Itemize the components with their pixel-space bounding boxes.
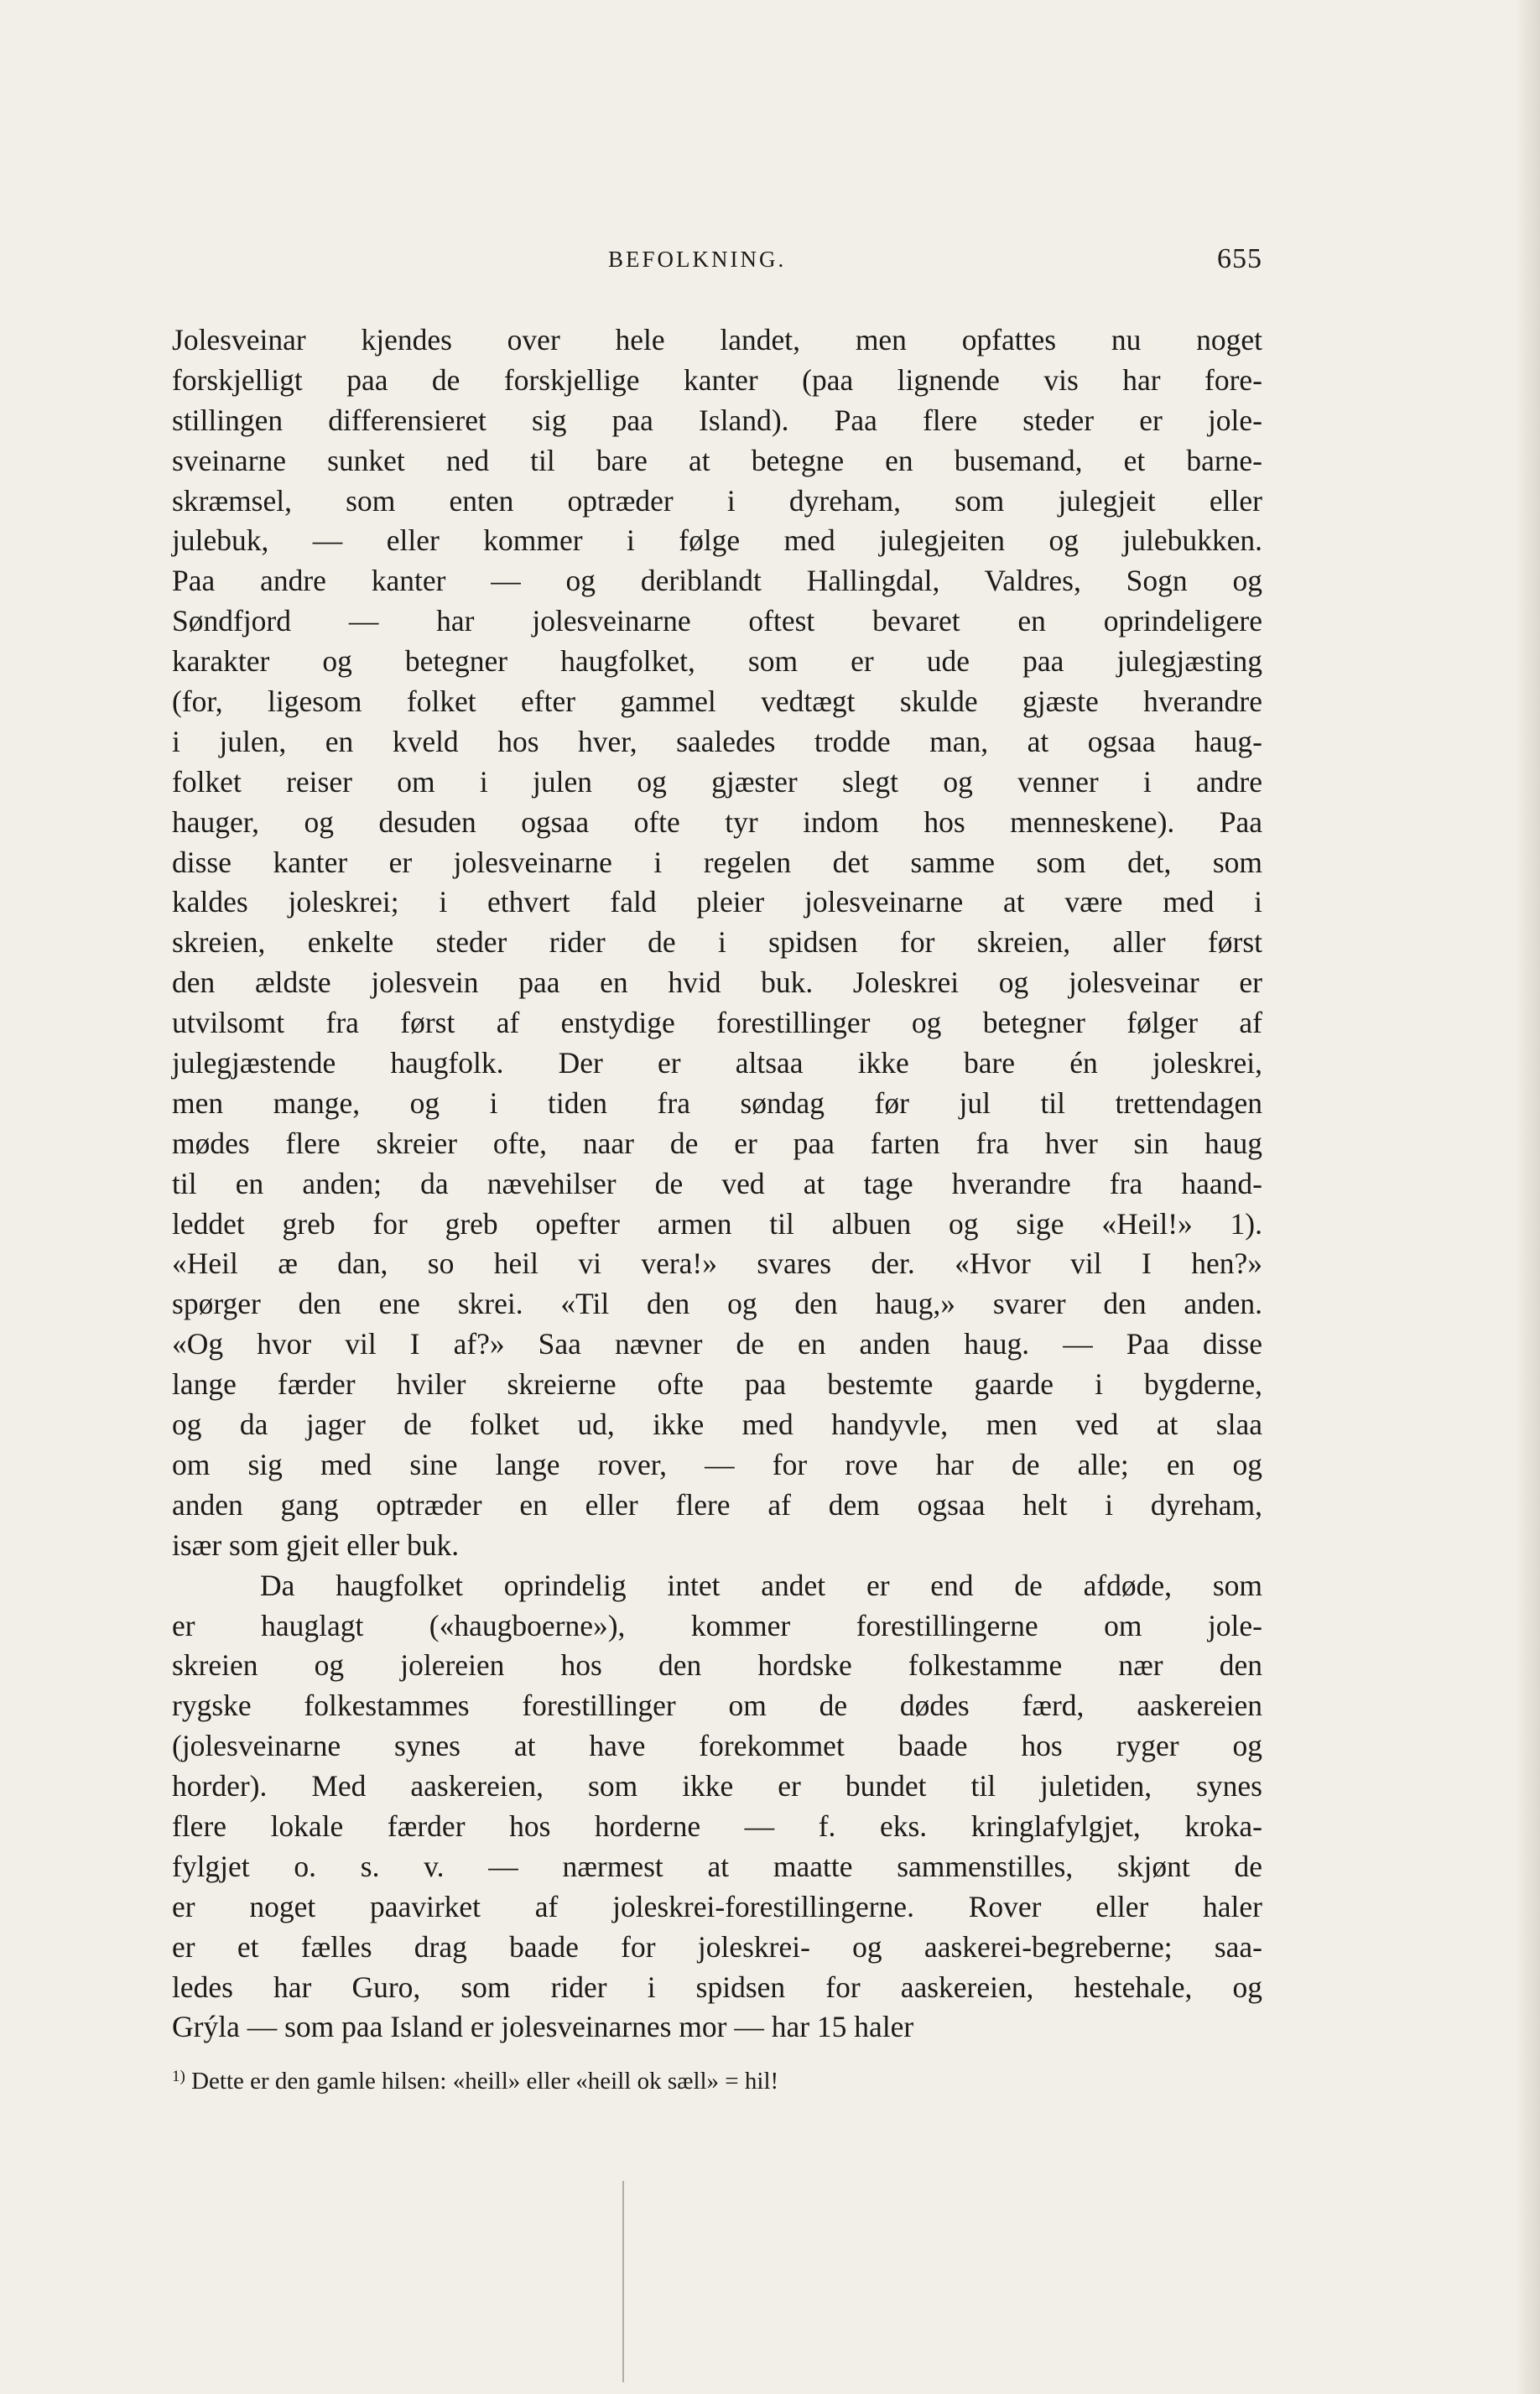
text-line: Paa andre kanter — og deriblandt Hallingdal, Valdres, Sogn og bbox=[172, 564, 1262, 598]
text-line: rygske folkestammes forestillinger om de dødes færd, aaskereien bbox=[172, 1689, 1262, 1723]
text-line: men mange, og i tiden fra søndag før jul til trettendagen bbox=[172, 1085, 1262, 1120]
text-line: utvilsomt fra først af enstydige forestillinger og betegner følger af bbox=[172, 1006, 1262, 1040]
text-line: karakter og betegner haugfolket, som er ude paa julegjæsting bbox=[172, 644, 1262, 679]
text-line: kaldes joleskrei; i ethvert fald pleier jolesveinarne at være med i bbox=[172, 885, 1262, 919]
text-line: flere lokale færder hos horderne — f. eks. kringlafylgjet, kroka- bbox=[172, 1809, 1262, 1843]
text-line: Da haugfolket oprindelig intet andet er end de afdøde, som bbox=[260, 1568, 1262, 1602]
page-edge-shadow bbox=[1515, 0, 1540, 2394]
text-line: «Og hvor vil I af?» Saa nævner de en anden haug. — Paa disse bbox=[172, 1327, 1262, 1361]
text-line: ledes har Guro, som rider i spidsen for aaskereien, hestehale, og bbox=[172, 1970, 1262, 2004]
text-line: til en anden; da nævehilser de ved at tage hverandre fra haand- bbox=[172, 1166, 1262, 1200]
text-line: Jolesveinar kjendes over hele landet, men opfattes nu noget bbox=[172, 323, 1262, 356]
running-head bbox=[172, 245, 1262, 278]
text-line: især som gjeit eller buk. bbox=[172, 1527, 460, 1562]
text-line: er noget paavirket af joleskrei-forestillingerne. Rover eller haler bbox=[172, 1889, 1262, 1923]
text-line: forskjelligt paa de forskjellige kanter (paa lignende vis har fore- bbox=[172, 362, 1262, 397]
text-line: lange færder hviler skreierne ofte paa bestemte gaarde i bygderne, bbox=[172, 1367, 1262, 1402]
text-line: hauger, og desuden ogsaa ofte tyr indom hos menneskene). Paa bbox=[172, 804, 1262, 839]
text-line: mødes flere skreier ofte, naar de er paa farten fra hver sin haug bbox=[172, 1126, 1262, 1160]
text-line: Grýla — som paa Island er jolesveinarnes mor — har 15 haler bbox=[172, 2010, 914, 2044]
text-line: stillingen differensieret sig paa Island). Paa flere steder er jole- bbox=[172, 403, 1262, 437]
text-line: er et fælles drag baade for joleskrei- og aaskerei-begreberne; saa- bbox=[172, 1929, 1262, 1964]
text-line: sveinarne sunket ned til bare at betegne en busemand, et barne- bbox=[172, 443, 1262, 477]
text-line: om sig med sine lange rover, — for rove har de alle; en og bbox=[172, 1447, 1262, 1481]
footnote-marker: 1) bbox=[172, 2068, 185, 2085]
text-line: disse kanter er jolesveinarne i regelen det samme som det, som bbox=[172, 845, 1262, 879]
page-number: 655 bbox=[1217, 243, 1262, 274]
text-line: Søndfjord — har jolesveinarne oftest bevaret en oprindeligere bbox=[172, 604, 1262, 638]
text-line: skreien og jolereien hos den hordske folkestamme nær den bbox=[172, 1648, 1262, 1683]
text-line: i julen, en kveld hos hver, saaledes trodde man, at ogsaa haug- bbox=[172, 724, 1262, 758]
text-line: (jolesveinarne synes at have forekommet baade hos ryger og bbox=[172, 1729, 1262, 1763]
footnote-text: Dette er den gamle hilsen: «heill» eller «heill ok sæll» = hil! bbox=[191, 2068, 779, 2095]
text-line: spørger den ene skrei. «Til den og den haug,» svarer den anden. bbox=[172, 1287, 1262, 1321]
ink-mark bbox=[622, 2181, 644, 2382]
text-line: (for, ligesom folket efter gammel vedtægt skulde gjæste hverandre bbox=[172, 684, 1262, 719]
text-line: skreien, enkelte steder rider de i spidsen for skreien, aller først bbox=[172, 925, 1262, 960]
body-text bbox=[172, 320, 1262, 2048]
text-line: «Heil æ dan, so heil vi vera!» svares der. «Hvor vil I hen?» bbox=[172, 1246, 1262, 1281]
text-line: er hauglagt («haugboerne»), kommer forestillingerne om jole- bbox=[172, 1608, 1262, 1642]
section-title: BEFOLKNING. bbox=[608, 247, 787, 272]
text-line: skræmsel, som enten optræder i dyreham, som julegjeit eller bbox=[172, 483, 1262, 518]
text-line: anden gang optræder en eller flere af dem ogsaa helt i dyreham, bbox=[172, 1487, 1262, 1522]
text-line: fylgjet o. s. v. — nærmest at maatte sammenstilles, skjønt de bbox=[172, 1849, 1262, 1883]
text-line: julebuk, — eller kommer i følge med julegjeiten og julebukken. bbox=[172, 523, 1262, 558]
text-line: leddet greb for greb opefter armen til albuen og sige «Heil!» 1). bbox=[172, 1206, 1262, 1241]
text-line: og da jager de folket ud, ikke med handyvle, men ved at slaa bbox=[172, 1408, 1262, 1442]
text-line: julegjæstende haugfolk. Der er altsaa ikke bare én joleskrei, bbox=[172, 1046, 1262, 1080]
footnote bbox=[172, 2068, 1262, 2095]
text-line: den ældste jolesvein paa en hvid buk. Joleskrei og jolesveinar er bbox=[172, 965, 1262, 1000]
text-line: horder). Med aaskereien, som ikke er bundet til juletiden, synes bbox=[172, 1769, 1262, 1803]
text-line: folket reiser om i julen og gjæster slegt og venner i andre bbox=[172, 764, 1262, 799]
